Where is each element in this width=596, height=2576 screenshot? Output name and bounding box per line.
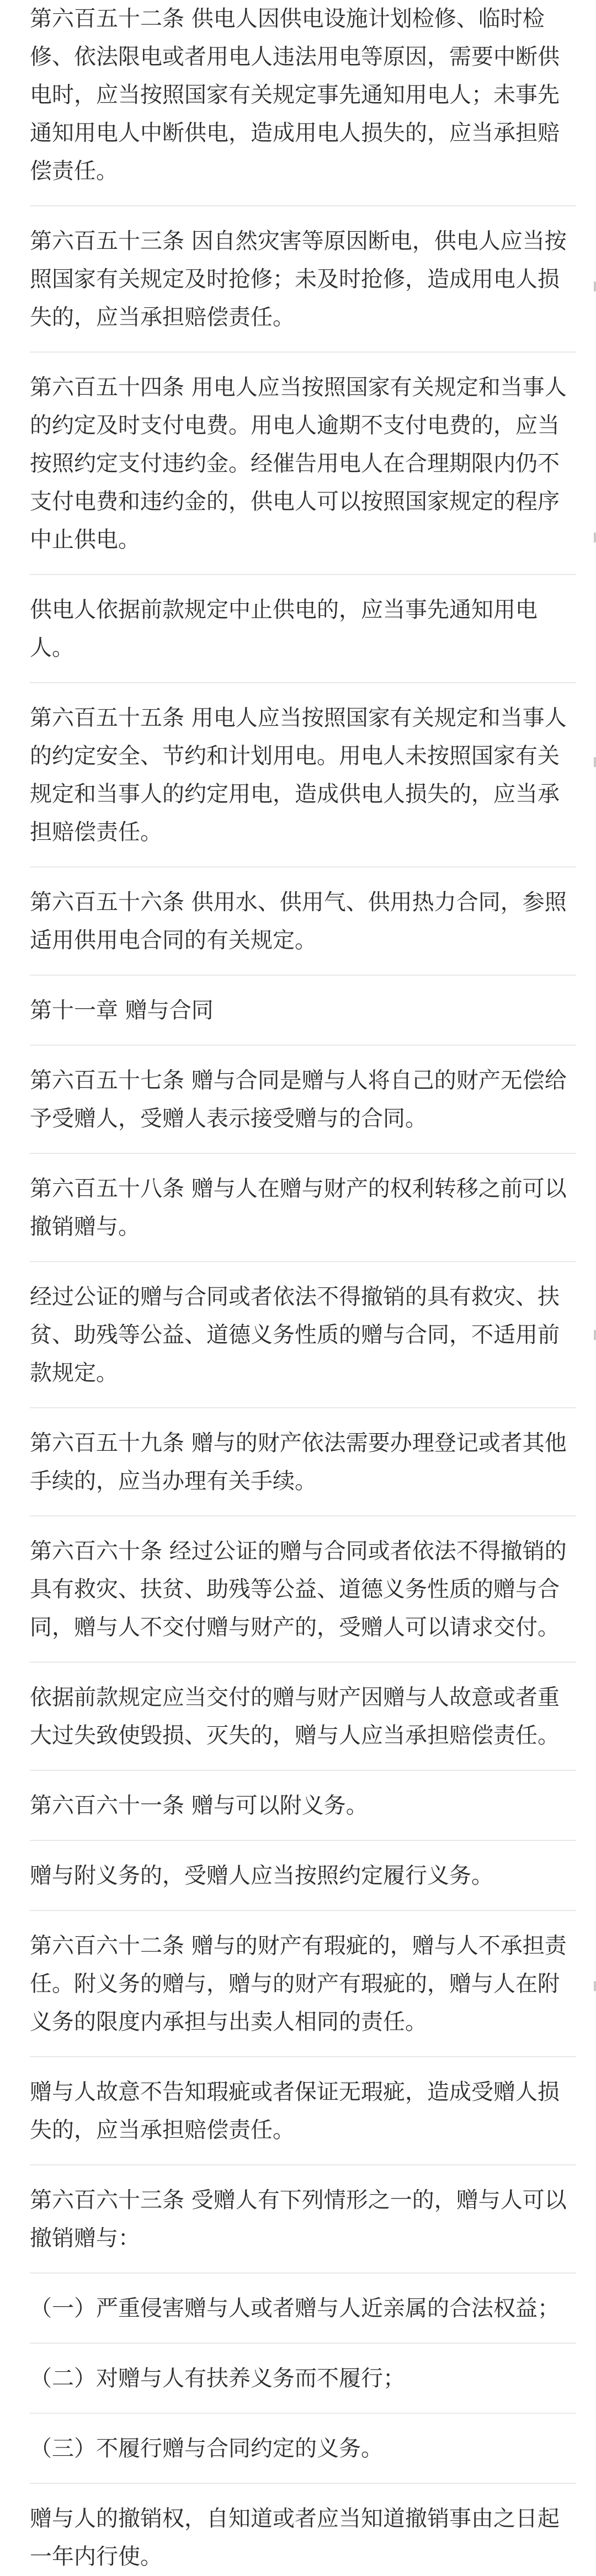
scroll-edge-mark [594, 1330, 596, 1340]
paragraph-divider [30, 2056, 576, 2057]
paragraph-divider [30, 975, 576, 976]
document-body [30, 0, 576, 2576]
scroll-edge-mark [594, 533, 596, 542]
chapter-heading: 第十一章 赠与合同 [30, 998, 214, 1023]
article-659: 第六百五十九条 赠与的财产依法需要办理登记或者其他手续的，应当办理有关手续。 [30, 1430, 567, 1494]
paragraph-divider [30, 2413, 576, 2414]
article-660: 第六百六十条 经过公证的赠与合同或者依法不得撤销的具有救灾、扶贫、助残等公益、道德义务性质的赠与合同，赠与人不交付赠与财产的，受赠人可以请求交付。 [30, 1539, 567, 1640]
article-658: 第六百五十八条 赠与人在赠与财产的权利转移之前可以撤销赠与。 [30, 1176, 567, 1239]
paragraph-divider [30, 1662, 576, 1663]
paragraph-divider [30, 682, 576, 683]
scroll-edge-mark [594, 757, 596, 767]
paragraph-divider [30, 205, 576, 206]
article-656: 第六百五十六条 供用水、供用气、供用热力合同，参照适用供用电合同的有关规定。 [30, 890, 567, 953]
article-655: 第六百五十五条 用电人应当按照国家有关规定和当事人的约定安全、节约和计划用电。用电人未按照国家有关规定和当事人的约定用电，造成供电人损失的，应当承担赔偿责任。 [30, 705, 567, 845]
paragraph-divider [30, 2343, 576, 2344]
list-item-1: （一）严重侵害赠与人或者赠与人近亲属的合法权益； [30, 2296, 560, 2321]
scroll-edge-mark [594, 281, 596, 291]
paragraph-divider [30, 1910, 576, 1911]
article-654: 第六百五十四条 用电人应当按照国家有关规定和当事人的约定及时支付电费。用电人逾期不支付电费的，应当按照约定支付违约金。经催告用电人在合理期限内仍不支付电费和违约金的，供电人可以按照国家规定的程序中止供电。 [30, 375, 567, 552]
list-item-3: （三）不履行赠与合同约定的义务。 [30, 2436, 383, 2461]
list-item-2: （二）对赠与人有扶养义务而不履行； [30, 2366, 405, 2391]
article-663: 第六百六十三条 受赠人有下列情形之一的，赠与人可以撤销赠与： [30, 2188, 567, 2251]
paragraph-divider [30, 1407, 576, 1408]
paragraph-divider [30, 1153, 576, 1154]
paragraph-divider [30, 1045, 576, 1046]
paragraph-defect-concealment: 赠与人故意不告知瑕疵或者保证无瑕疵，造成受赠人损失的，应当承担赔偿责任。 [30, 2079, 560, 2143]
paragraph-damage-liability: 依据前款规定应当交付的赠与财产因赠与人故意或者重大过失致使毁损、灭失的，赠与人应当承担赔偿责任。 [30, 1685, 560, 1748]
article-657: 第六百五十七条 赠与合同是赠与人将自己的财产无偿给予受赠人，受赠人表示接受赠与的合同。 [30, 1068, 567, 1131]
paragraph-divider [30, 1840, 576, 1841]
paragraph-interruption-notice: 供电人依据前款规定中止供电的，应当事先通知用电人。 [30, 597, 538, 661]
paragraph-divider [30, 1261, 576, 1262]
article-653: 第六百五十三条 因自然灾害等原因断电，供电人应当按照国家有关规定及时抢修；未及时抢修，造成用电人损失的，应当承担赔偿责任。 [30, 228, 567, 330]
article-661: 第六百六十一条 赠与可以附义务。 [30, 1793, 368, 1818]
paragraph-divider [30, 2272, 576, 2274]
paragraph-divider [30, 352, 576, 353]
paragraph-divider [30, 2483, 576, 2484]
paragraph-divider [30, 574, 576, 575]
paragraph-divider [30, 1770, 576, 1771]
article-652: 第六百五十二条 供电人因供电设施计划检修、临时检修、依法限电或者用电人违法用电等原因，需要中断供电时，应当按照国家有关规定事先通知用电人；未事先通知用电人中断供电，造成用电人损失的，应当承担赔偿责任。 [30, 6, 560, 184]
paragraph-revocation-period: 赠与人的撤销权，自知道或者应当知道撤销事由之日起一年内行使。 [30, 2506, 560, 2569]
article-662: 第六百六十二条 赠与的财产有瑕疵的，赠与人不承担责任。附义务的赠与，赠与的财产有瑕疵的，赠与人在附义务的限度内承担与出卖人相同的责任。 [30, 1933, 567, 2035]
paragraph-notarized-exception: 经过公证的赠与合同或者依法不得撤销的具有救灾、扶贫、助残等公益、道德义务性质的赠与合同，不适用前款规定。 [30, 1284, 560, 1386]
paragraph-obligation-performance: 赠与附义务的，受赠人应当按照约定履行义务。 [30, 1863, 493, 1888]
paragraph-divider [30, 2164, 576, 2165]
scroll-edge-mark [594, 1981, 596, 1991]
paragraph-divider [30, 1515, 576, 1516]
paragraph-divider [30, 866, 576, 867]
